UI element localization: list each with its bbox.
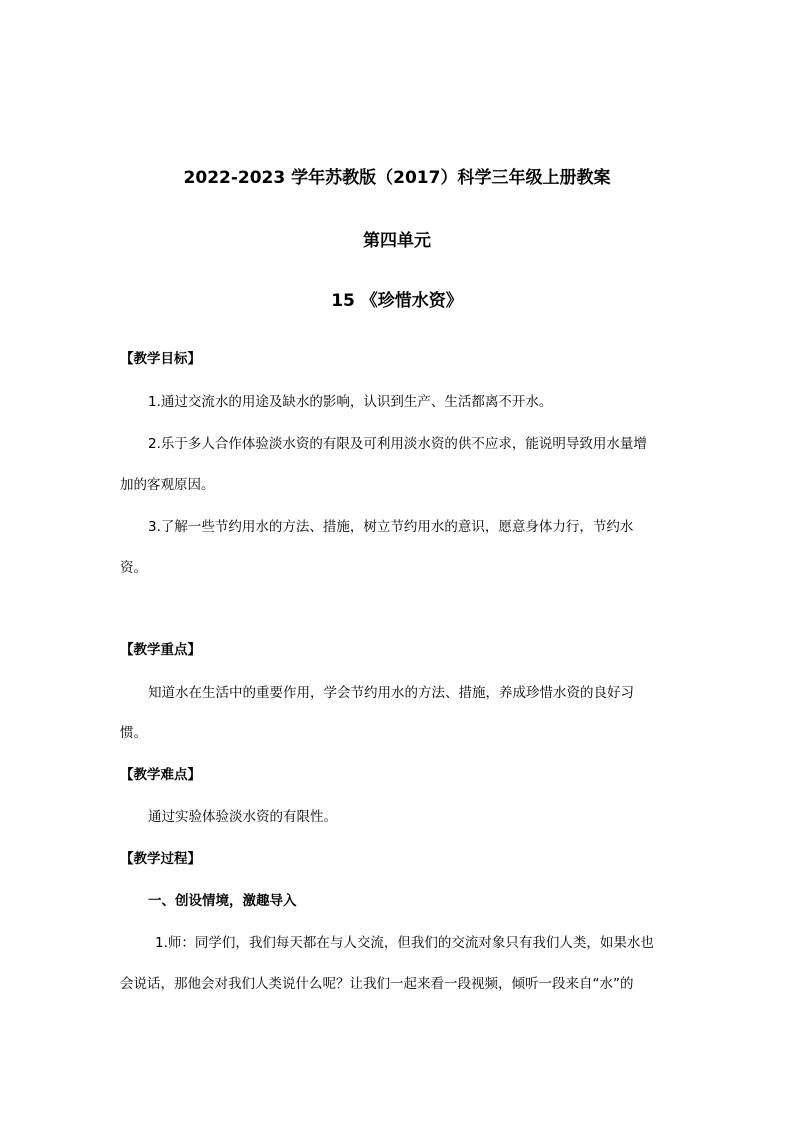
- objective-item-2-line-1: 2.乐于多人合作体验淡水资的有限及可利用淡水资的供不应求，能说明导致用水量增: [148, 436, 647, 452]
- objective-item-3-line-1: 3.了解一些节约用水的方法、措施，树立节约用水的意识，愿意身体力行，节约水: [148, 519, 634, 535]
- document-title: 2022-2023 学年苏教版（2017）科学三年级上册教案: [183, 168, 611, 188]
- objective-item-3-line-2: 资。: [120, 560, 147, 576]
- objective-item-1: 1.通过交流水的用途及缺水的影响，认识到生产、生活都离不开水。: [148, 394, 553, 410]
- key-points-line-1: 知道水在生活中的重要作用，学会节约用水的方法、措施，养成珍惜水资的良好习: [148, 685, 634, 701]
- objectives-heading: 【教学目标】: [120, 351, 201, 367]
- process-heading: 【教学过程】: [120, 851, 201, 867]
- difficulties-line-1: 通过实验体验淡水资的有限性。: [148, 809, 337, 825]
- unit-title: 第四单元: [363, 231, 431, 251]
- objective-item-2-line-2: 加的客观原因。: [120, 477, 215, 493]
- key-points-heading: 【教学重点】: [120, 642, 201, 658]
- process-paragraph-1-line-2: 会说话，那他会对我们人类说什么呢？让我们一起来看一段视频，倾听一段来自“水”的: [120, 976, 634, 992]
- process-subheading-1: 一、创设情境，激趣导入: [148, 893, 297, 909]
- process-paragraph-1-line-1: 1.师：同学们，我们每天都在与人交流，但我们的交流对象只有我们人类，如果水也: [155, 935, 654, 951]
- key-points-line-2: 惯。: [120, 725, 147, 741]
- difficulties-heading: 【教学难点】: [120, 767, 201, 783]
- lesson-title: 15 《珍惜水资》: [331, 291, 463, 311]
